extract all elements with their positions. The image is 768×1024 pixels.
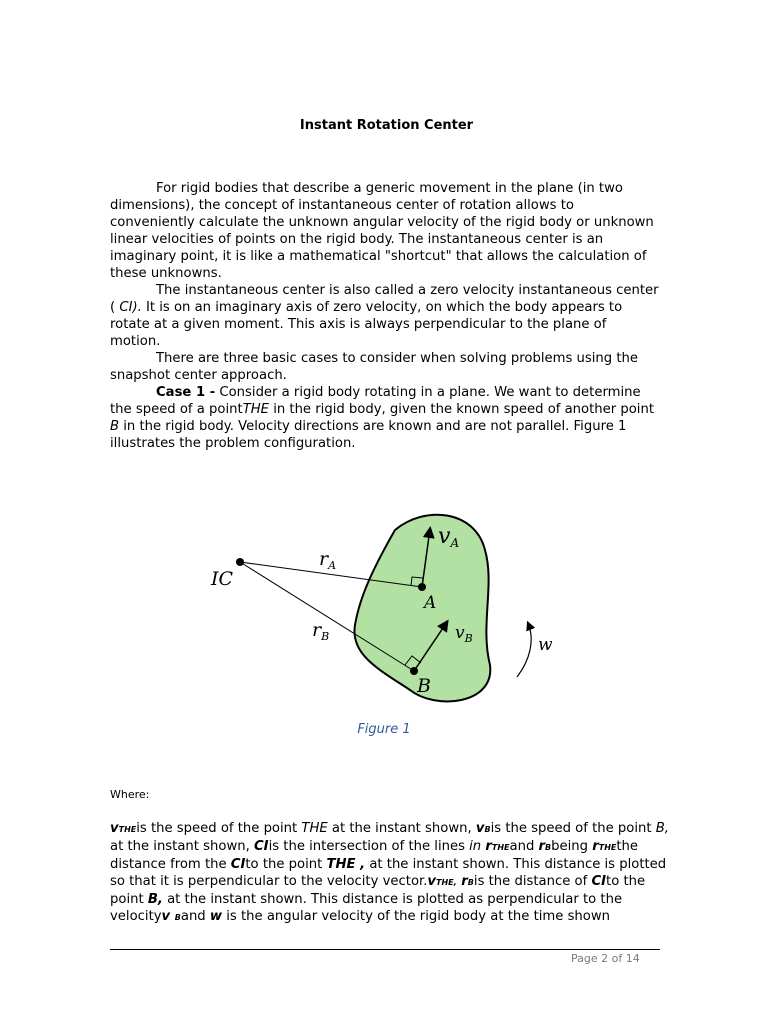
label-va: vA <box>438 524 460 550</box>
label-rb: $r_B$ <box>312 619 330 643</box>
label-w: w <box>538 635 553 655</box>
paragraph-3: There are three basic cases to consider when solving problems using the snapshot center approach. <box>110 351 638 383</box>
ic-point <box>236 558 244 566</box>
paragraph-4: Case 1 - Consider a rigid body rotating in a plane. We want to determine the speed of a pointTHE in the rigid body, given the known speed of another point B in the rigid body. Velocity directions are known and are not parallel. Figure 1 illustrates the problem configuration. <box>110 385 654 451</box>
label-vb: $v_B$ <box>455 623 473 645</box>
footer-divider <box>110 949 660 950</box>
paragraph-2: The instantaneous center is also called a zero velocity instantaneous center ( CI). It is on an imaginary axis of zero velocity, on which the body appears to rotate at a given moment. This axis is always perpendicular to the plane of motion. <box>110 283 659 349</box>
label-b: B <box>417 675 431 697</box>
label-ic: IC <box>211 568 234 590</box>
rotation-arrow <box>517 623 531 677</box>
figure-1-diagram <box>195 505 575 715</box>
label-a: A <box>424 593 437 613</box>
figure-caption: Figure 1 <box>357 722 411 737</box>
paragraph-1: For rigid bodies that describe a generic movement in the plane (in two dimensions), the concept of instantaneous center of rotation allows to conveniently calculate the unknown angular velocity of the rigid body or unknown linear velocities of points on the rigid body. The instantaneous center is an imaginary point, it is like a mathematical "shortcut" that allows the calculation of these unknowns. <box>110 181 654 281</box>
where-label: Where: <box>110 788 150 801</box>
page-number: Page 2 of 14 <box>571 952 640 965</box>
label-ra: $r_A$ <box>319 548 337 572</box>
definitions-text: vTHEis the speed of the point THE at the instant shown, vBis the speed of the point B, at the instant shown, CIis the intersection of the lines in rTHEand rBbeing rTHEthe distance from the CIto the point THE , at the instant shown. This distance is plotted so that it is perpendicular to the velocity vector.vTHE, rBis the distance of CIto the point B, at the instant shown. This distance is plotted as perpendicular to the velocityv Band w is the angular velocity of the rigid body at the time shown <box>110 821 669 924</box>
rigid-body-shape <box>354 515 490 702</box>
intro-text <box>110 180 660 452</box>
page-title: Instant Rotation Center <box>299 118 474 133</box>
